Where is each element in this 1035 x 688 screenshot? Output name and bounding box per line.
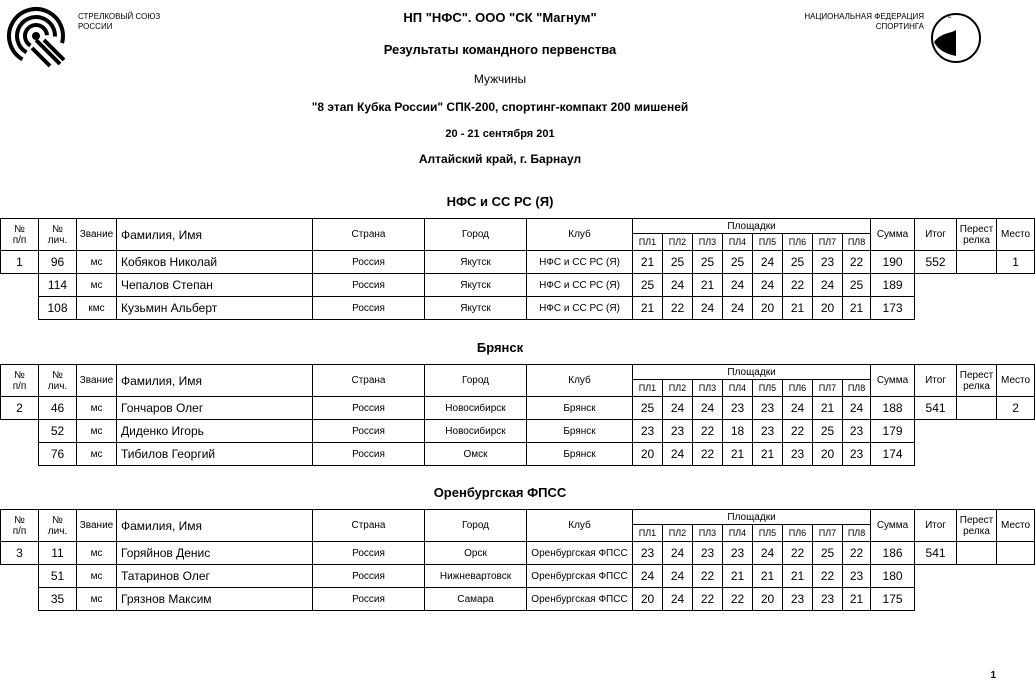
col-header-site: ПЛ6 xyxy=(783,380,813,397)
header-row xyxy=(1,510,1035,525)
header-line: № xyxy=(14,223,25,235)
table-row xyxy=(1,251,1035,274)
rank-cell: мс xyxy=(77,274,117,297)
col-header-sum: Сумма xyxy=(871,365,915,397)
country-cell: Россия xyxy=(313,443,425,466)
place-cell: 1 xyxy=(997,251,1035,274)
rank-cell: мс xyxy=(77,420,117,443)
sum-cell: 173 xyxy=(871,297,915,320)
site-score-cell: 23 xyxy=(843,420,871,443)
col-header-site: ПЛ5 xyxy=(753,380,783,397)
team-title: Брянск xyxy=(476,340,524,355)
header-line: № xyxy=(14,514,25,526)
site-score-cell: 21 xyxy=(753,565,783,588)
header-line: № xyxy=(52,369,63,381)
site-score-cell: 23 xyxy=(633,420,663,443)
shootoff-cell xyxy=(957,542,997,565)
club-cell: НФС и СС РС (Я) xyxy=(527,274,633,297)
empty-cell xyxy=(1,443,39,466)
empty-cell xyxy=(1,588,39,611)
club-cell: НФС и СС РС (Я) xyxy=(527,297,633,320)
event-place: Алтайский край, г. Барнаул xyxy=(418,152,582,166)
col-header-name: Фамилия, Имя xyxy=(117,510,313,542)
empty-cell xyxy=(957,565,997,588)
site-score-cell: 22 xyxy=(783,542,813,565)
site-score-cell: 25 xyxy=(783,251,813,274)
header-line: релка xyxy=(963,234,990,246)
site-score-cell: 23 xyxy=(783,588,813,611)
site-score-cell: 22 xyxy=(693,565,723,588)
place-cell xyxy=(997,542,1035,565)
header-row xyxy=(1,365,1035,380)
col-header-country: Страна xyxy=(313,510,425,542)
header-line: Перест xyxy=(959,369,994,381)
col-header-place: Место xyxy=(997,219,1035,251)
team-number-cell: 2 xyxy=(1,397,39,420)
col-header-site: ПЛ8 xyxy=(843,380,871,397)
license-cell: 51 xyxy=(39,565,77,588)
table-row xyxy=(1,274,1035,297)
empty-cell xyxy=(1,297,39,320)
site-score-cell: 24 xyxy=(813,274,843,297)
site-score-cell: 22 xyxy=(783,274,813,297)
sum-cell: 190 xyxy=(871,251,915,274)
site-score-cell: 24 xyxy=(843,397,871,420)
site-score-cell: 25 xyxy=(813,542,843,565)
table-row xyxy=(1,542,1035,565)
col-header-site: ПЛ4 xyxy=(723,380,753,397)
col-header-site: ПЛ3 xyxy=(693,234,723,251)
rank-cell: мс xyxy=(77,588,117,611)
shootoff-cell xyxy=(957,251,997,274)
header-line: № xyxy=(52,223,63,235)
country-cell: Россия xyxy=(313,565,425,588)
site-score-cell: 22 xyxy=(693,588,723,611)
club-cell: Оренбургская ФПСС xyxy=(527,565,633,588)
license-cell: 46 xyxy=(39,397,77,420)
col-header-club: Клуб xyxy=(527,510,633,542)
site-score-cell: 22 xyxy=(843,251,871,274)
table-row xyxy=(1,397,1035,420)
empty-cell xyxy=(997,274,1035,297)
team-number-cell: 3 xyxy=(1,542,39,565)
city-cell: Нижневартовск xyxy=(425,565,527,588)
license-cell: 96 xyxy=(39,251,77,274)
org-left-name: СТРЕЛКОВЫЙ СОЮЗ РОССИИ xyxy=(78,12,161,31)
col-header-country: Страна xyxy=(313,365,425,397)
rank-cell: мс xyxy=(77,542,117,565)
col-header-no xyxy=(1,510,39,542)
site-score-cell: 22 xyxy=(693,420,723,443)
team-results-table xyxy=(0,509,1035,611)
col-header-license xyxy=(39,510,77,542)
sum-cell: 175 xyxy=(871,588,915,611)
empty-cell xyxy=(997,297,1035,320)
site-score-cell: 21 xyxy=(633,297,663,320)
country-cell: Россия xyxy=(313,420,425,443)
empty-cell xyxy=(915,297,957,320)
license-cell: 108 xyxy=(39,297,77,320)
category: Мужчины xyxy=(473,72,527,86)
name-cell: Гончаров Олег xyxy=(117,397,313,420)
site-score-cell: 24 xyxy=(663,397,693,420)
sum-cell: 174 xyxy=(871,443,915,466)
rank-cell: мс xyxy=(77,251,117,274)
site-score-cell: 23 xyxy=(723,542,753,565)
header-line: лич. xyxy=(47,525,68,537)
col-header-city: Город xyxy=(425,219,527,251)
site-score-cell: 25 xyxy=(663,251,693,274)
sum-cell: 189 xyxy=(871,274,915,297)
empty-cell xyxy=(997,420,1035,443)
sum-cell: 179 xyxy=(871,420,915,443)
city-cell: Якутск xyxy=(425,297,527,320)
name-cell: Татаринов Олег xyxy=(117,565,313,588)
team-total-cell: 541 xyxy=(915,397,957,420)
site-score-cell: 24 xyxy=(663,443,693,466)
site-score-cell: 21 xyxy=(633,251,663,274)
site-score-cell: 24 xyxy=(723,274,753,297)
table-row xyxy=(1,588,1035,611)
site-score-cell: 25 xyxy=(633,397,663,420)
site-score-cell: 25 xyxy=(633,274,663,297)
col-header-shootoff xyxy=(957,510,997,542)
organizers: НП "НФС". ООО "СК "Магнум" xyxy=(403,10,597,25)
col-header-site: ПЛ5 xyxy=(753,525,783,542)
site-score-cell: 21 xyxy=(723,565,753,588)
empty-cell xyxy=(997,565,1035,588)
shootoff-cell xyxy=(957,397,997,420)
site-score-cell: 25 xyxy=(843,274,871,297)
place-cell: 2 xyxy=(997,397,1035,420)
col-header-rank: Звание xyxy=(77,365,117,397)
col-header-site: ПЛ7 xyxy=(813,234,843,251)
col-header-site: ПЛ3 xyxy=(693,525,723,542)
site-score-cell: 21 xyxy=(843,588,871,611)
col-header-site: ПЛ4 xyxy=(723,525,753,542)
name-cell: Горяйнов Денис xyxy=(117,542,313,565)
col-header-place: Место xyxy=(997,365,1035,397)
country-cell: Россия xyxy=(313,297,425,320)
name-cell: Грязнов Максим xyxy=(117,588,313,611)
col-header-sum: Сумма xyxy=(871,219,915,251)
team-results-table xyxy=(0,218,1035,320)
license-cell: 11 xyxy=(39,542,77,565)
empty-cell xyxy=(957,588,997,611)
site-score-cell: 24 xyxy=(723,297,753,320)
team-total-cell: 541 xyxy=(915,542,957,565)
col-header-name: Фамилия, Имя xyxy=(117,365,313,397)
col-header-site: ПЛ7 xyxy=(813,380,843,397)
table-row xyxy=(1,297,1035,320)
col-header-site: ПЛ2 xyxy=(663,380,693,397)
col-header-rank: Звание xyxy=(77,510,117,542)
sum-cell: 186 xyxy=(871,542,915,565)
site-score-cell: 24 xyxy=(753,251,783,274)
empty-cell xyxy=(915,443,957,466)
name-cell: Кузьмин Альберт xyxy=(117,297,313,320)
empty-cell xyxy=(997,443,1035,466)
header-line: релка xyxy=(963,525,990,537)
header-line: п/п xyxy=(12,525,27,537)
site-score-cell: 23 xyxy=(843,565,871,588)
header-line: релка xyxy=(963,380,990,392)
empty-cell xyxy=(957,443,997,466)
col-header-place: Место xyxy=(997,510,1035,542)
col-header-site: ПЛ7 xyxy=(813,525,843,542)
site-score-cell: 23 xyxy=(843,443,871,466)
header-line: Перест xyxy=(959,514,994,526)
license-cell: 76 xyxy=(39,443,77,466)
site-score-cell: 22 xyxy=(693,443,723,466)
team-title: Оренбургская ФПСС xyxy=(433,485,567,500)
sum-cell: 188 xyxy=(871,397,915,420)
col-header-site: ПЛ2 xyxy=(663,234,693,251)
table-row xyxy=(1,565,1035,588)
col-header-total: Итог xyxy=(915,365,957,397)
team-total-cell: 552 xyxy=(915,251,957,274)
site-score-cell: 22 xyxy=(663,297,693,320)
site-score-cell: 24 xyxy=(633,565,663,588)
name-cell: Диденко Игорь xyxy=(117,420,313,443)
site-score-cell: 22 xyxy=(843,542,871,565)
col-header-site: ПЛ3 xyxy=(693,380,723,397)
header-line: № xyxy=(14,369,25,381)
col-header-site: ПЛ8 xyxy=(843,525,871,542)
city-cell: Якутск xyxy=(425,274,527,297)
site-score-cell: 23 xyxy=(693,542,723,565)
site-score-cell: 23 xyxy=(723,397,753,420)
empty-cell xyxy=(957,420,997,443)
header-line: лич. xyxy=(47,234,68,246)
empty-cell xyxy=(1,420,39,443)
club-cell: НФС и СС РС (Я) xyxy=(527,251,633,274)
city-cell: Якутск xyxy=(425,251,527,274)
site-score-cell: 25 xyxy=(723,251,753,274)
site-score-cell: 22 xyxy=(723,588,753,611)
col-header-license xyxy=(39,365,77,397)
col-header-shootoff xyxy=(957,219,997,251)
site-score-cell: 20 xyxy=(633,443,663,466)
header-line: лич. xyxy=(47,380,68,392)
site-score-cell: 23 xyxy=(753,420,783,443)
rank-cell: кмс xyxy=(77,297,117,320)
city-cell: Орск xyxy=(425,542,527,565)
col-header-sum: Сумма xyxy=(871,510,915,542)
col-header-sites: Площадки xyxy=(633,510,871,525)
name-cell: Кобяков Николай xyxy=(117,251,313,274)
col-header-sites: Площадки xyxy=(633,365,871,380)
site-score-cell: 23 xyxy=(783,443,813,466)
site-score-cell: 25 xyxy=(813,420,843,443)
col-header-license xyxy=(39,219,77,251)
site-score-cell: 18 xyxy=(723,420,753,443)
col-header-club: Клуб xyxy=(527,365,633,397)
empty-cell xyxy=(1,274,39,297)
empty-cell xyxy=(915,588,957,611)
col-header-site: ПЛ5 xyxy=(753,234,783,251)
empty-cell xyxy=(997,588,1035,611)
col-header-site: ПЛ2 xyxy=(663,525,693,542)
event-dates: 20 - 21 сентября 201 xyxy=(445,128,555,140)
col-header-site: ПЛ1 xyxy=(633,234,663,251)
city-cell: Новосибирск xyxy=(425,397,527,420)
col-header-site: ПЛ1 xyxy=(633,380,663,397)
club-cell: Брянск xyxy=(527,420,633,443)
country-cell: Россия xyxy=(313,542,425,565)
header-line: № xyxy=(52,514,63,526)
site-score-cell: 20 xyxy=(813,297,843,320)
team-number-cell: 1 xyxy=(1,251,39,274)
site-score-cell: 24 xyxy=(663,542,693,565)
org-right-name: НАЦИОНАЛЬНАЯ ФЕДЕРАЦИЯ СПОРТИНГА xyxy=(804,12,924,31)
site-score-cell: 21 xyxy=(693,274,723,297)
empty-cell xyxy=(957,274,997,297)
col-header-site: ПЛ1 xyxy=(633,525,663,542)
site-score-cell: 22 xyxy=(783,420,813,443)
country-cell: Россия xyxy=(313,274,425,297)
empty-cell xyxy=(915,565,957,588)
col-header-site: ПЛ6 xyxy=(783,234,813,251)
country-cell: Россия xyxy=(313,251,425,274)
site-score-cell: 23 xyxy=(813,251,843,274)
rank-cell: мс xyxy=(77,565,117,588)
col-header-site: ПЛ6 xyxy=(783,525,813,542)
rank-cell: мс xyxy=(77,397,117,420)
site-score-cell: 20 xyxy=(633,588,663,611)
header-line: п/п xyxy=(12,380,27,392)
header-line: п/п xyxy=(12,234,27,246)
col-header-total: Итог xyxy=(915,510,957,542)
col-header-club: Клуб xyxy=(527,219,633,251)
city-cell: Омск xyxy=(425,443,527,466)
empty-cell xyxy=(915,274,957,297)
club-cell: Брянск xyxy=(527,443,633,466)
country-cell: Россия xyxy=(313,588,425,611)
col-header-site: ПЛ8 xyxy=(843,234,871,251)
col-header-site: ПЛ4 xyxy=(723,234,753,251)
club-cell: Оренбургская ФПСС xyxy=(527,588,633,611)
col-header-no xyxy=(1,365,39,397)
site-score-cell: 23 xyxy=(753,397,783,420)
site-score-cell: 22 xyxy=(813,565,843,588)
site-score-cell: 20 xyxy=(753,588,783,611)
site-score-cell: 24 xyxy=(783,397,813,420)
empty-cell xyxy=(957,297,997,320)
event-name: "8 этап Кубка России" СПК-200, спортинг-компакт 200 мишеней xyxy=(311,100,689,114)
club-cell: Оренбургская ФПСС xyxy=(527,542,633,565)
license-cell: 35 xyxy=(39,588,77,611)
site-score-cell: 23 xyxy=(663,420,693,443)
site-score-cell: 21 xyxy=(843,297,871,320)
site-score-cell: 24 xyxy=(663,274,693,297)
empty-cell xyxy=(1,565,39,588)
col-header-shootoff xyxy=(957,365,997,397)
rank-cell: мс xyxy=(77,443,117,466)
site-score-cell: 23 xyxy=(813,588,843,611)
table-row xyxy=(1,443,1035,466)
site-score-cell: 23 xyxy=(633,542,663,565)
site-score-cell: 24 xyxy=(753,542,783,565)
document-title: Результаты командного первенства xyxy=(383,42,617,57)
name-cell: Тибилов Георгий xyxy=(117,443,313,466)
site-score-cell: 21 xyxy=(753,443,783,466)
col-header-rank: Звание xyxy=(77,219,117,251)
col-header-no xyxy=(1,219,39,251)
col-header-city: Город xyxy=(425,365,527,397)
site-score-cell: 21 xyxy=(783,565,813,588)
col-header-city: Город xyxy=(425,510,527,542)
city-cell: Новосибирск xyxy=(425,420,527,443)
col-header-total: Итог xyxy=(915,219,957,251)
country-cell: Россия xyxy=(313,397,425,420)
site-score-cell: 25 xyxy=(693,251,723,274)
site-score-cell: 24 xyxy=(693,397,723,420)
team-results-table xyxy=(0,364,1035,466)
site-score-cell: 20 xyxy=(753,297,783,320)
team-title: НФС и СС РС (Я) xyxy=(446,194,554,209)
site-score-cell: 21 xyxy=(783,297,813,320)
site-score-cell: 21 xyxy=(813,397,843,420)
col-header-sites: Площадки xyxy=(633,219,871,234)
sum-cell: 180 xyxy=(871,565,915,588)
site-score-cell: 20 xyxy=(813,443,843,466)
name-cell: Чепалов Степан xyxy=(117,274,313,297)
site-score-cell: 24 xyxy=(663,588,693,611)
page-number: 1 xyxy=(990,670,996,681)
license-cell: 52 xyxy=(39,420,77,443)
table-row xyxy=(1,420,1035,443)
svg-text:с: с xyxy=(948,13,952,20)
col-header-country: Страна xyxy=(313,219,425,251)
site-score-cell: 24 xyxy=(693,297,723,320)
col-header-name: Фамилия, Имя xyxy=(117,219,313,251)
site-score-cell: 24 xyxy=(753,274,783,297)
header-row xyxy=(1,219,1035,234)
license-cell: 114 xyxy=(39,274,77,297)
site-score-cell: 24 xyxy=(663,565,693,588)
club-cell: Брянск xyxy=(527,397,633,420)
site-score-cell: 21 xyxy=(723,443,753,466)
city-cell: Самара xyxy=(425,588,527,611)
empty-cell xyxy=(915,420,957,443)
header-line: Перест xyxy=(959,223,994,235)
